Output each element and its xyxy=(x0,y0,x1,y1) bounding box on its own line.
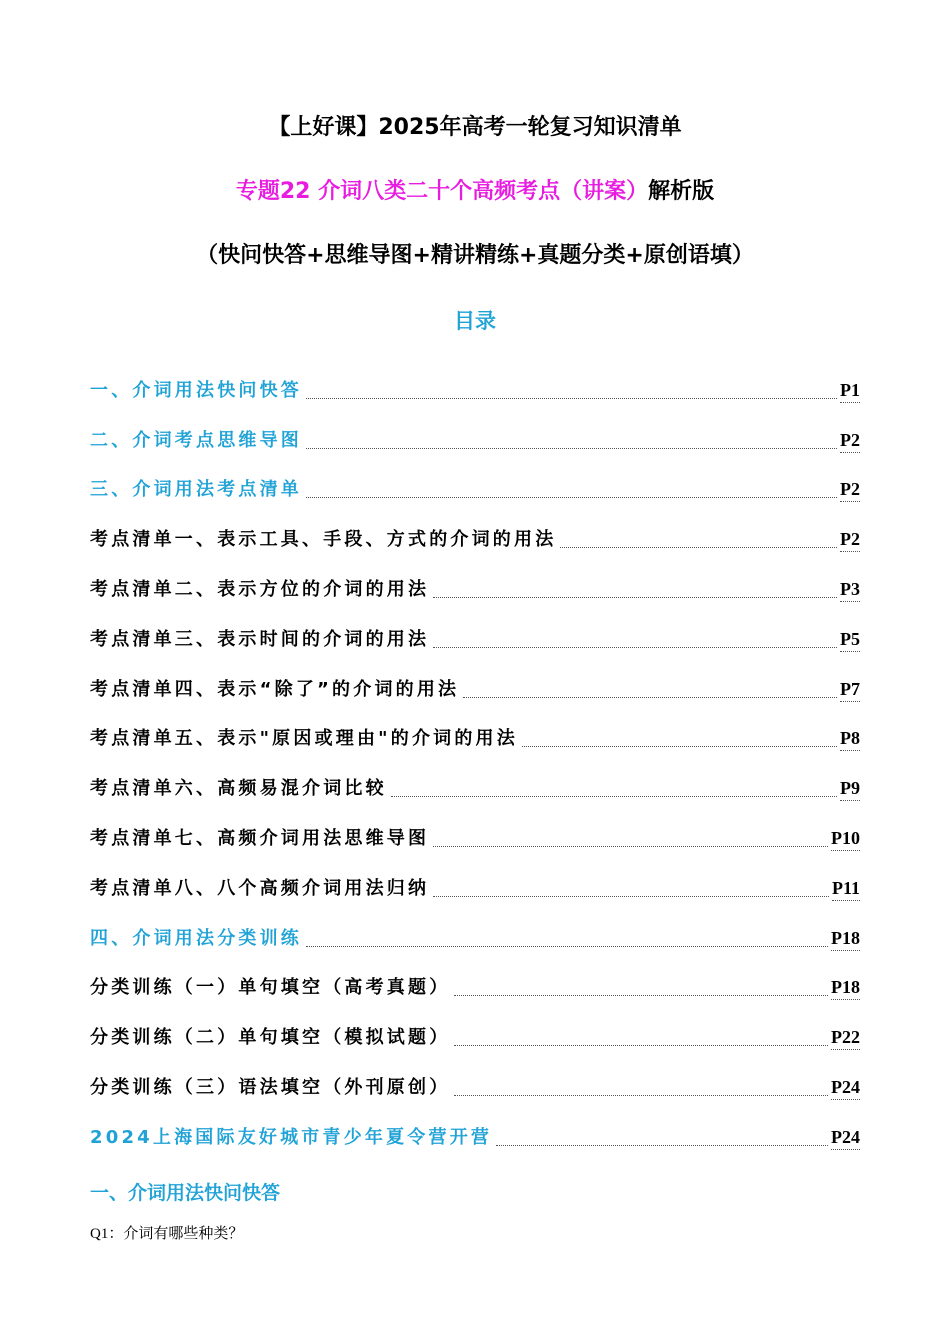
document-contents-note: （快问快答+思维导图+精讲精练+真题分类+原创语填） xyxy=(196,243,754,268)
toc-leader-dots xyxy=(391,795,837,797)
toc-entry-label: 分类训练（三）语法填空（外刊原创） xyxy=(90,1076,451,1098)
toc-entry-page: P3 xyxy=(840,578,860,602)
subtitle-version: 解析版 xyxy=(648,179,715,204)
toc-leader-dots xyxy=(433,895,829,897)
toc-entry[interactable] xyxy=(90,1000,860,1050)
toc-entry-page: P24 xyxy=(831,1076,860,1100)
toc-entry-label: 二、介词考点思维导图 xyxy=(90,429,302,451)
toc-leader-dots xyxy=(433,646,837,648)
toc-entry-label: 2024上海国际友好城市青少年夏令营开营 xyxy=(90,1126,493,1148)
toc-entry-page: P10 xyxy=(831,827,860,851)
toc-entry[interactable] xyxy=(90,403,860,453)
toc-entry-label: 三、介词用法考点清单 xyxy=(90,479,302,501)
toc-entry[interactable] xyxy=(90,353,860,403)
toc-entry[interactable] xyxy=(90,552,860,602)
toc-entry[interactable] xyxy=(90,652,860,702)
toc-entry[interactable] xyxy=(90,951,860,1001)
toc-entry-page: P11 xyxy=(832,877,860,901)
toc-entry[interactable] xyxy=(90,851,860,901)
subtitle-topic: 专题22 介词八类二十个高频考点（讲案） xyxy=(235,179,649,204)
toc-leader-dots xyxy=(306,397,837,399)
toc-leader-dots xyxy=(306,945,828,947)
toc-entry-label: 考点清单一、表示工具、手段、方式的介词的用法 xyxy=(90,529,557,551)
toc-entry-label: 考点清单七、高频介词用法思维导图 xyxy=(90,827,430,849)
toc-leader-dots xyxy=(463,696,837,698)
toc-entry-label: 考点清单五、表示"原因或理由"的介词的用法 xyxy=(90,728,518,750)
toc-leader-dots xyxy=(306,496,837,498)
toc-entry-label: 分类训练（二）单句填空（模拟试题） xyxy=(90,1027,451,1049)
toc-entry-label: 考点清单三、表示时间的介词的用法 xyxy=(90,628,430,650)
document-title: 【上好课】2025年高考一轮复习知识清单 xyxy=(268,115,682,140)
document-subtitle xyxy=(0,174,950,205)
toc-entry[interactable] xyxy=(90,502,860,552)
table-of-contents xyxy=(90,353,860,1150)
toc-entry-page: P24 xyxy=(831,1126,860,1150)
toc-entry[interactable] xyxy=(90,801,860,851)
toc-leader-dots xyxy=(454,994,828,996)
toc-entry[interactable] xyxy=(90,602,860,652)
toc-leader-dots xyxy=(433,596,837,598)
toc-entry-label: 一、介词用法快问快答 xyxy=(90,379,302,401)
toc-entry-page: P5 xyxy=(840,628,860,652)
toc-entry[interactable] xyxy=(90,453,860,503)
section-heading: 一、介词用法快问快答 xyxy=(90,1182,281,1204)
toc-entry-page: P7 xyxy=(840,678,860,702)
toc-entry-page: P2 xyxy=(840,429,860,453)
toc-entry-label: 考点清单八、八个高频介词用法归纳 xyxy=(90,877,430,899)
toc-leader-dots xyxy=(522,745,837,747)
toc-entry-label: 分类训练（一）单句填空（高考真题） xyxy=(90,977,451,999)
toc-leader-dots xyxy=(496,1144,828,1146)
toc-entry-page: P9 xyxy=(840,777,860,801)
toc-entry-page: P2 xyxy=(840,478,860,502)
toc-entry-page: P18 xyxy=(831,976,860,1000)
toc-entry-page: P1 xyxy=(840,379,860,403)
toc-entry-page: P2 xyxy=(840,528,860,552)
toc-leader-dots xyxy=(454,1044,828,1046)
toc-heading: 目录 xyxy=(454,309,496,333)
toc-entry[interactable] xyxy=(90,702,860,752)
toc-entry-page: P18 xyxy=(831,927,860,951)
toc-entry-page: P22 xyxy=(831,1026,860,1050)
toc-entry-label: 考点清单六、高频易混介词比较 xyxy=(90,778,387,800)
toc-leader-dots xyxy=(433,845,828,847)
toc-entry[interactable] xyxy=(90,901,860,951)
toc-leader-dots xyxy=(306,447,837,449)
toc-entry-label: 四、介词用法分类训练 xyxy=(90,927,302,949)
question-text: Q1：介词有哪些种类？ xyxy=(90,1226,244,1242)
toc-entry-page: P8 xyxy=(840,727,860,751)
toc-leader-dots xyxy=(560,546,837,548)
toc-entry[interactable] xyxy=(90,1050,860,1100)
toc-entry-label: 考点清单四、表示“除了”的介词的用法 xyxy=(90,678,460,700)
toc-entry-label: 考点清单二、表示方位的介词的用法 xyxy=(90,578,430,600)
toc-entry[interactable] xyxy=(90,1100,860,1150)
toc-leader-dots xyxy=(454,1094,828,1096)
toc-entry[interactable] xyxy=(90,751,860,801)
